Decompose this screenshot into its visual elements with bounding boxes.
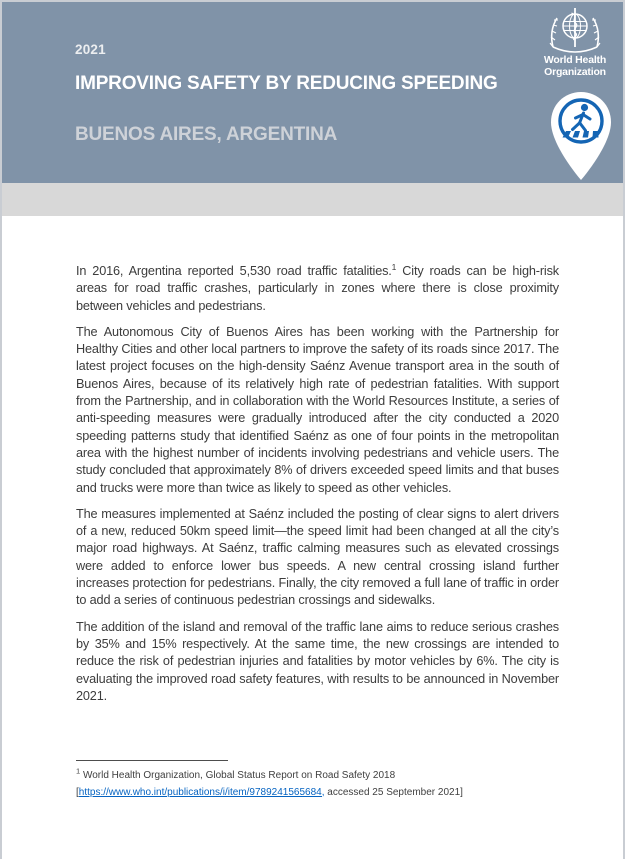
who-logo-line1: World Health: [543, 54, 607, 66]
who-logo-text: [539, 54, 611, 78]
paragraph-intro-text-cont: City roads can be high-risk areas for road traffic crashes, particularly in zones where there is close proximity between vehicles and pedestrians.: [76, 264, 559, 313]
page-title: IMPROVING SAFETY BY REDUCING SPEEDING: [75, 73, 498, 94]
paragraph-intro: [76, 263, 559, 315]
document-body: [76, 263, 559, 714]
footnote-marker: 1: [76, 766, 81, 776]
footnote-citation-text: World Health Organization, Global Status Report on Road Safety 2018: [80, 770, 396, 781]
footnote: [76, 760, 559, 801]
paragraph-outcomes: The addition of the island and removal of the traffic lane aims to reduce serious crashes by 35% and 15% respectively. At the same time, the new crossings are intended to reduce the risk of pedestrian injuries and fatalities by motor vehicles by 6%. The city is evaluating the improved road safety features, with results to be announced in November 2021.: [76, 619, 559, 703]
header-banner: [2, 2, 623, 183]
footnote-access-date: accessed 25 September 2021]: [324, 786, 463, 798]
who-logo: [539, 7, 611, 78]
paragraph-project: The Autonomous City of Buenos Aires has been working with the Partnership for Healthy Cities and other local partners to improve the safety of its roads since 2017. The latest project focuses on the high-density Saénz Avenue transport area in the south of Buenos Aires, because of its relatively high rate of pedestrian fatalities. With support from the Partnership, and in collaboration with the World Resources Institute, a series of anti-speeding measures were gradually introduced after the city conducted a 2020 speeding patterns study that identified Saénz as one of four points in the metropolitan area with the highest number of incidents involving pedestrians and vehicle users. The study concluded that approximately 8% of drivers exceeded speed limits and that buses and trucks were more than twice as likely to speed as other vehicles.: [76, 324, 559, 495]
who-emblem-icon: [539, 7, 611, 53]
paragraph-measures: The measures implemented at Saénz included the posting of clear signs to alert drivers of a new, reduced 50km speed limit—the speed limit had been changed at all the city’s major road highways. At Saénz, traffic calming measures such as elevated crossings were added to enforce lower bus speeds. A new central crossing island further increases protection for pedestrians. Finally, the city removed a full lane of traffic in order to add a series of continuous pedestrian crossings and sidewalks.: [76, 506, 559, 608]
paragraph-intro-text: In 2016, Argentina reported 5,530 road traffic fatalities.: [76, 264, 392, 278]
footnote-separator: [76, 760, 228, 761]
footnote-link-line: [76, 785, 559, 802]
footnote-link[interactable]: https://www.who.int/publications/i/item/9789241565684,: [78, 786, 325, 798]
divider-band: [2, 183, 623, 216]
who-logo-line2: Organization: [544, 66, 606, 78]
pedestrian-crossing-pin-icon: [548, 90, 614, 182]
footnote-bracket: [: [76, 786, 79, 798]
footnote-reference: 1: [391, 261, 397, 272]
page-subtitle: BUENOS AIRES, ARGENTINA: [75, 124, 338, 145]
footnote-citation: [76, 768, 559, 785]
report-year: 2021: [75, 42, 106, 57]
